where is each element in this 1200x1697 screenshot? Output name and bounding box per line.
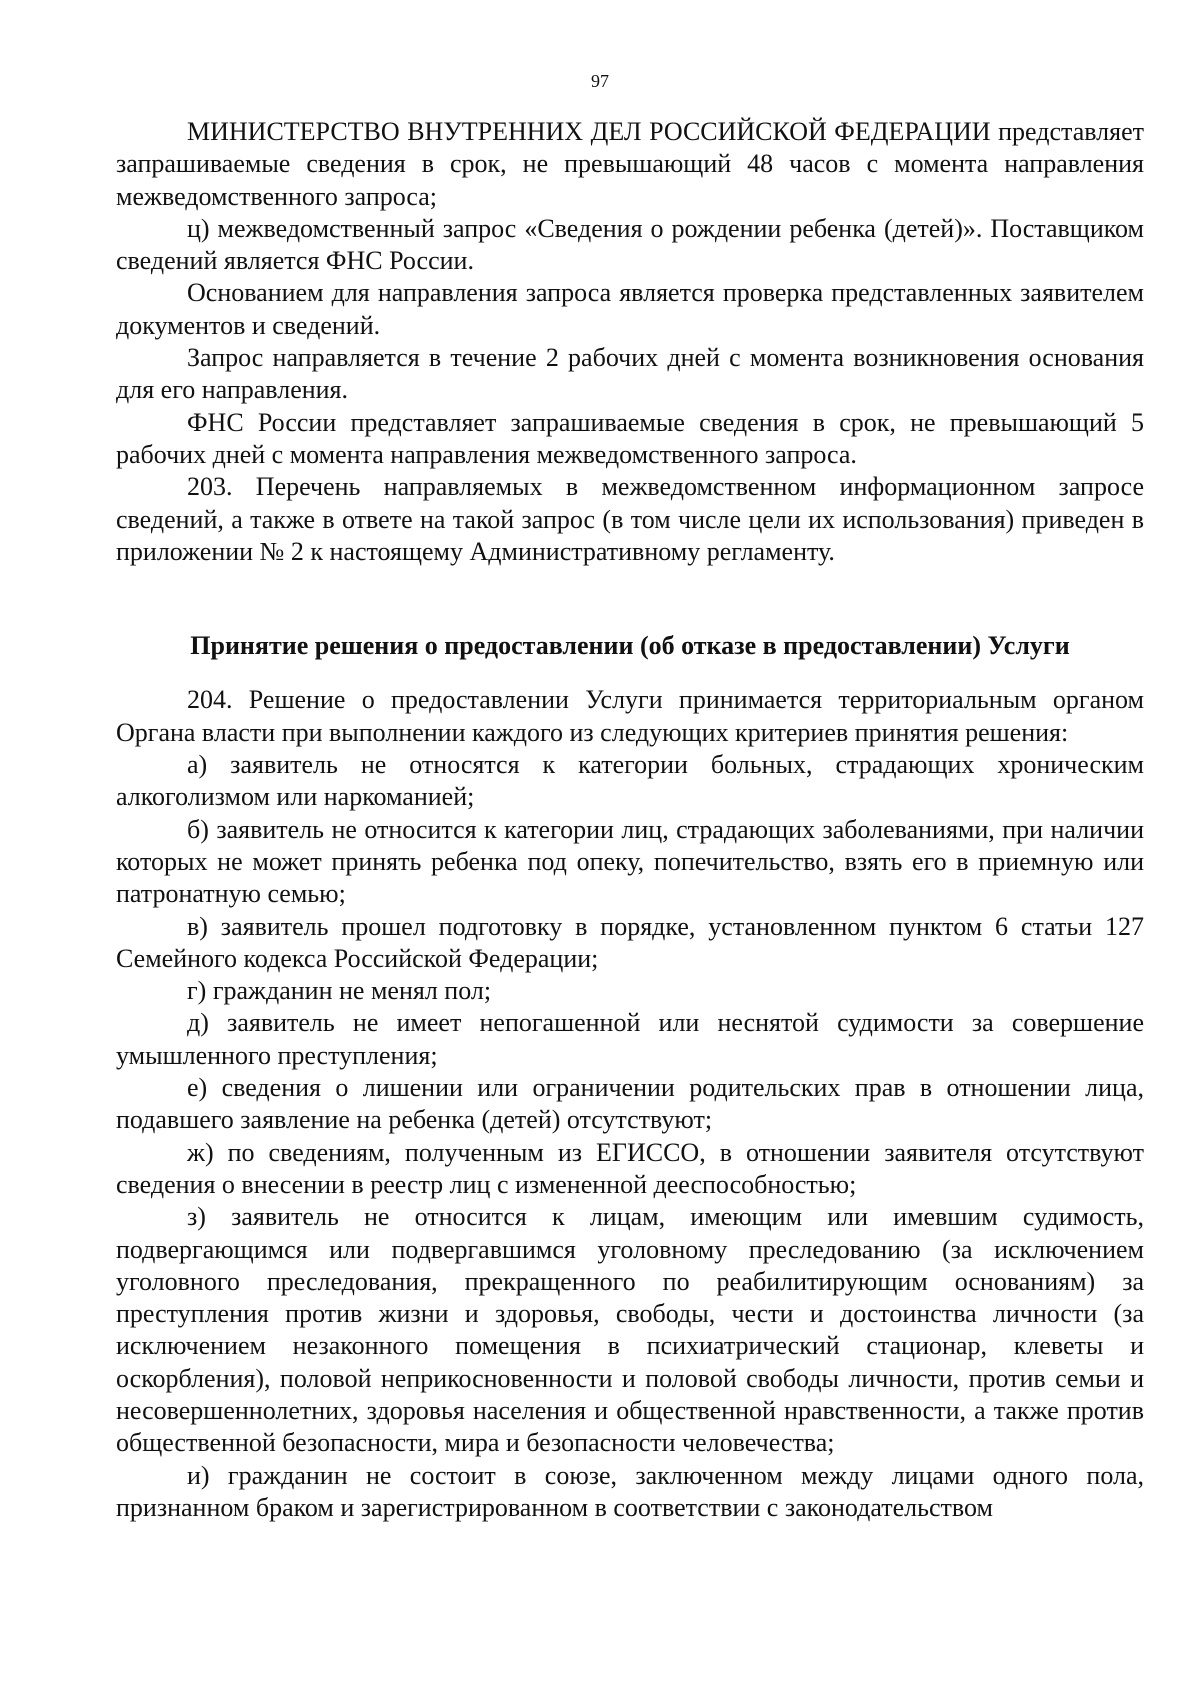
paragraph-request-deadline: Запрос направляется в течение 2 рабочих дней с момента возникновения основания для его направления. bbox=[116, 343, 1144, 405]
paragraph-criterion-g: г) гражданин не менял пол; bbox=[187, 976, 492, 1006]
section-heading: Принятие решения о предоставлении (об отказе в предоставлении) Услуги bbox=[190, 631, 1070, 661]
paragraph-criterion-v: в) заявитель прошел подготовку в порядке, установленном пунктом 6 статьи 127 Семейного кодекса Российской Федерации; bbox=[116, 911, 1144, 973]
paragraph-criterion-b: б) заявитель не относится к категории лиц, страдающих заболеваниями, при наличии которых не может принять ребенка под опеку, попечительство, взять его в приемную или патронатную семью; bbox=[116, 814, 1144, 909]
paragraph-ministry-response: МИНИСТЕРСТВО ВНУТРЕННИХ ДЕЛ РОССИЙСКОЙ ФЕДЕРАЦИИ представляет запрашиваемые сведения в срок, не превышающий 48 часов с момента направления межведомственного запроса; bbox=[116, 117, 1144, 211]
paragraph-request-basis: Основанием для направления запроса является проверка представленных заявителем документов и сведений. bbox=[116, 278, 1144, 340]
paragraph-fns-response: ФНС России представляет запрашиваемые сведения в срок, не превышающий 5 рабочих дней с момента направления межведомственного запроса. bbox=[116, 407, 1144, 469]
paragraph-criterion-e: е) сведения о лишении или ограничении родительских прав в отношении лица, подавшего заявление на ребенка (детей) отсутствуют; bbox=[116, 1073, 1144, 1135]
paragraph-203: 203. Перечень направляемых в межведомственном информационном запросе сведений, а также в ответе на такой запрос (в том числе цели их использования) приведен в приложении № 2 к настоящему Административному регламенту. bbox=[116, 472, 1144, 566]
paragraph-204: 204. Решение о предоставлении Услуги принимается территориальным органом Органа власти при выполнении каждого из следующих критериев принятия решения: bbox=[116, 685, 1144, 747]
paragraph-criterion-z: з) заявитель не относится к лицам, имеющим или имевшим судимость, подвергающимся или подвергавшимся уголовному преследованию (за исключением уголовного преследования, прекращенного по реабилитирующим основаниям) за преступления против жизни и здоровья, свободы, чести и достоинства личности (за исключением незаконного помещения в психиатрический стационар, клеветы и оскорбления), половой неприкосновенности и половой свободы личности, против семьи и несовершеннолетних, здоровья населения и общественной нравственности, а также против общественной безопасности, мира и безопасности человечества; bbox=[116, 1202, 1144, 1458]
paragraph-criterion-d: д) заявитель не имеет непогашенной или неснятой судимости за совершение умышленного преступления; bbox=[116, 1008, 1144, 1070]
paragraph-item-ts: ц) межведомственный запрос «Сведения о рождении ребенка (детей)». Поставщиком сведений является ФНС России. bbox=[116, 213, 1144, 276]
paragraph-criterion-i: и) гражданин не состоит в союзе, заключенном между лицами одного пола, признанном браком и зарегистрированном в соответствии с законодательством bbox=[116, 1460, 1144, 1522]
paragraph-criterion-zh: ж) по сведениям, полученным из ЕГИССО, в отношении заявителя отсутствуют сведения о внесении в реестр лиц с измененной дееспособностью; bbox=[116, 1137, 1144, 1199]
document-body bbox=[116, 116, 1144, 1524]
page-number: 97 bbox=[591, 71, 609, 91]
paragraph-criterion-a: а) заявитель не относятся к категории больных, страдающих хроническим алкоголизмом или наркоманией; bbox=[116, 750, 1144, 812]
